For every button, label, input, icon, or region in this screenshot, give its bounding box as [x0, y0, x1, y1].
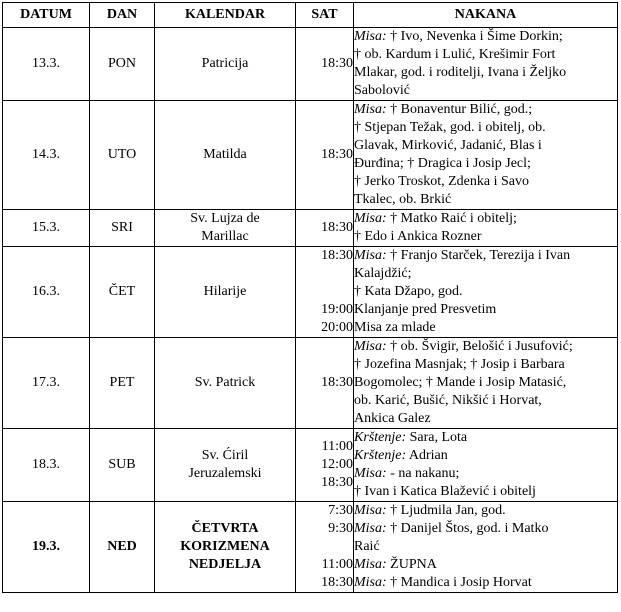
time-cell [296, 28, 354, 101]
time-cell [296, 429, 354, 502]
intention-line: † Edo i Ankica Rozner [354, 229, 482, 244]
intention-type: Misa: [354, 102, 387, 117]
day-cell: SUB [90, 429, 155, 502]
time-value: 11:00 [321, 557, 353, 572]
calendar-line: NEDJELJA [188, 557, 262, 572]
intention-line: Misa: † Bonaventur Bilić, god.; [354, 102, 533, 117]
intention-line: Glavak, Mirković, Jadanić, Blas i [354, 138, 542, 153]
header-dan: DAN [90, 3, 155, 28]
calendar-line: Sv. Ćiril [201, 448, 249, 463]
time-value: 18:30 [321, 248, 353, 263]
intention-cell [354, 101, 618, 210]
calendar-line: Hilarije [203, 284, 247, 299]
intention-line: Misa: † Ivo, Nevenka i Šime Dorkin; [354, 29, 563, 44]
intention-line: Krštenje: Sara, Lota [354, 430, 468, 445]
day-cell: SRI [90, 210, 155, 247]
calendar-cell [155, 101, 296, 210]
intention-line: Kalajdžić; [354, 266, 412, 281]
day-cell: ČET [90, 247, 155, 338]
time-cell [296, 502, 354, 593]
intention-line: † Kata Džapo, god. [354, 284, 463, 299]
intention-line: Misa: † Franjo Starček, Terezija i Ivan [354, 248, 571, 263]
time-cell [296, 247, 354, 338]
table-row [3, 101, 618, 210]
header-nakana: NAKANA [354, 3, 618, 28]
calendar-line: Marillac [201, 229, 249, 244]
calendar-cell [155, 429, 296, 502]
time-gap [296, 265, 353, 283]
intention-type: Misa: [354, 466, 387, 481]
calendar-line: Matilda [203, 147, 247, 162]
intention-type: Misa: [354, 557, 387, 572]
schedule-body [3, 28, 618, 593]
header-kalendar: KALENDAR [155, 3, 296, 28]
calendar-cell [155, 338, 296, 429]
intention-line: Ankica Galez [354, 411, 431, 426]
day-cell: PET [90, 338, 155, 429]
intention-line: Misa: † Matko Raić i obitelj; [354, 211, 517, 226]
intention-type: Krštenje: [354, 430, 407, 445]
time-value: 18:30 [321, 220, 353, 235]
intention-type: Misa: [354, 521, 387, 536]
intention-line: Mlakar, god. i roditelji, Ivana i Željko [354, 65, 567, 80]
day-cell: NED [90, 502, 155, 593]
date-cell: 17.3. [3, 338, 90, 429]
time-cell [296, 101, 354, 210]
intention-line: Misa: † Ljudmila Jan, god. [354, 503, 506, 518]
intention-line: Đurđina; † Dragica i Josip Jecl; [354, 156, 531, 171]
time-cell [296, 338, 354, 429]
date-cell: 15.3. [3, 210, 90, 247]
intention-line: Misa: † ob. Švigir, Belošić i Jusufović; [354, 339, 573, 354]
intention-line: Misa: † Danijel Štos, god. i Matko [354, 521, 549, 536]
date-cell: 13.3. [3, 28, 90, 101]
intention-line: Sabolović [354, 83, 410, 98]
intention-line: Misa za mlade [354, 320, 436, 335]
time-value: 7:30 [328, 503, 353, 518]
intention-cell [354, 502, 618, 593]
table-row [3, 247, 618, 338]
calendar-line: Jeruzalemski [188, 466, 262, 481]
calendar-line: Patricija [201, 56, 249, 71]
time-value: 9:30 [328, 521, 353, 536]
intention-line: † ob. Kardum i Lulić, Krešimir Fort [354, 47, 556, 62]
time-value: 20:00 [321, 320, 353, 335]
table-row [3, 502, 618, 593]
intention-cell [354, 28, 618, 101]
calendar-line: KORIZMENA [180, 539, 270, 554]
date-cell: 16.3. [3, 247, 90, 338]
intention-line: † Ivan i Katica Blažević i obitelj [354, 484, 536, 499]
calendar-cell [155, 28, 296, 101]
table-row [3, 28, 618, 101]
intention-type: Misa: [354, 248, 387, 263]
table-row [3, 338, 618, 429]
time-gap [296, 538, 353, 556]
intention-type: Misa: [354, 575, 387, 590]
intention-line: † Jerko Troskot, Zdenka i Savo [354, 174, 529, 189]
intention-type: Misa: [354, 211, 387, 226]
time-value: 19:00 [321, 302, 353, 317]
intention-type: Misa: [354, 339, 387, 354]
intention-line: † Stjepan Težak, god. i obitelj, ob. [354, 120, 546, 135]
day-cell: UTO [90, 101, 155, 210]
calendar-line: ČETVRTA [191, 521, 259, 536]
header-sat: SAT [296, 3, 354, 28]
calendar-line: Sv. Lujza de [190, 211, 260, 226]
time-value: 18:30 [321, 475, 353, 490]
intention-line: Misa: † Mandica i Josip Horvat [354, 575, 532, 590]
intention-type: Misa: [354, 29, 387, 44]
intention-line: Misa: ŽUPNA [354, 557, 437, 572]
intention-line: Misa: - na nakanu; [354, 466, 460, 481]
date-cell: 18.3. [3, 429, 90, 502]
calendar-cell [155, 247, 296, 338]
intention-line: Raić [354, 539, 380, 554]
intention-cell [354, 429, 618, 502]
time-value: 11:00 [321, 439, 353, 454]
intention-line: † Jozefina Masnjak; † Josip i Barbara [354, 357, 565, 372]
intention-cell [354, 247, 618, 338]
intention-cell [354, 210, 618, 247]
day-cell: PON [90, 28, 155, 101]
calendar-line: Sv. Patrick [194, 375, 256, 390]
intention-type: Misa: [354, 503, 387, 518]
table-row [3, 210, 618, 247]
header-datum: DATUM [3, 3, 90, 28]
table-row [3, 429, 618, 502]
intention-line: ob. Karić, Bušić, Nikšić i Horvat, [354, 393, 542, 408]
intention-type: Krštenje: [354, 448, 407, 463]
time-gap [296, 283, 353, 301]
time-cell [296, 210, 354, 247]
date-cell: 19.3. [3, 502, 90, 593]
intention-line: Bogomolec; † Mande i Josip Matasić, [354, 375, 567, 390]
schedule-table [2, 2, 618, 593]
time-value: 18:30 [321, 56, 353, 71]
time-value: 18:30 [321, 375, 353, 390]
intention-line: Krštenje: Adrian [354, 448, 448, 463]
time-value: 18:30 [321, 147, 353, 162]
time-value: 18:30 [321, 575, 353, 590]
intention-line: Klanjanje pred Presvetim [354, 302, 497, 317]
calendar-cell [155, 502, 296, 593]
calendar-cell [155, 210, 296, 247]
intention-cell [354, 338, 618, 429]
date-cell: 14.3. [3, 101, 90, 210]
intention-line: Tkalec, ob. Brkić [354, 192, 452, 207]
time-value: 12:00 [321, 457, 353, 472]
header-row [3, 3, 618, 28]
